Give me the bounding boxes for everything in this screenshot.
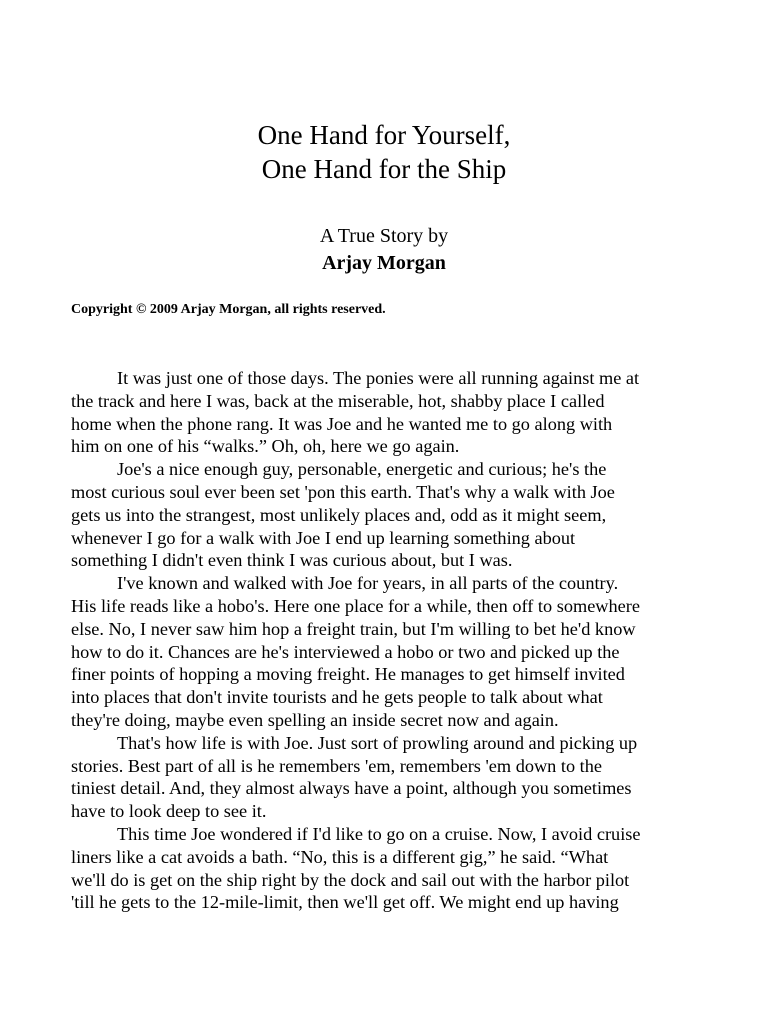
paragraph-line: have to look deep to see it. xyxy=(71,801,267,822)
paragraph-1 xyxy=(71,367,701,458)
paragraph-line: whenever I go for a walk with Joe I end up learning something about xyxy=(71,527,576,548)
paragraph-3 xyxy=(71,572,701,732)
paragraph-line: most curious soul ever been set 'pon this earth. That's why a walk with Joe xyxy=(71,481,615,502)
paragraph-line: home when the phone rang. It was Joe and he wanted me to go along with xyxy=(71,413,613,434)
document-title xyxy=(0,118,768,186)
title-line-1: One Hand for Yourself, xyxy=(257,120,511,150)
title-line-2: One Hand for the Ship xyxy=(261,154,507,184)
paragraph-line: liners like a cat avoids a bath. “No, this is a different gig,” he said. “What xyxy=(71,846,609,867)
story-body xyxy=(71,367,701,914)
paragraph-line: him on one of his “walks.” Oh, oh, here we go again. xyxy=(71,436,460,457)
paragraph-line: how to do it. Chances are he's interviewed a hobo or two and picked up the xyxy=(71,641,620,662)
paragraph-line: 'till he gets to the 12-mile-limit, then we'll get off. We might end up having xyxy=(71,892,619,913)
paragraph-line: something I didn't even think I was curious about, but I was. xyxy=(71,550,513,571)
byline-intro: A True Story by xyxy=(319,225,449,247)
paragraph-line: It was just one of those days. The ponies were all running against me at xyxy=(117,368,640,388)
copyright-notice: Copyright © 2009 Arjay Morgan, all rights reserved. xyxy=(71,302,386,317)
paragraph-5 xyxy=(71,823,701,914)
paragraph-line: This time Joe wondered if I'd like to go on a cruise. Now, I avoid cruise xyxy=(117,823,641,844)
paragraph-line: finer points of hopping a moving freight. He manages to get himself invited xyxy=(71,664,625,685)
paragraph-line: they're doing, maybe even spelling an inside secret now and again. xyxy=(71,709,559,730)
paragraph-line: Joe's a nice enough guy, personable, energetic and curious; he's the xyxy=(117,459,607,480)
paragraph-line: His life reads like a hobo's. Here one place for a while, then off to somewhere xyxy=(71,595,640,616)
author-name: Arjay Morgan xyxy=(322,252,446,274)
paragraph-line: That's how life is with Joe. Just sort of prowling around and picking up xyxy=(117,732,638,753)
paragraph-line: the track and here I was, back at the miserable, hot, shabby place I called xyxy=(71,390,605,411)
paragraph-line: we'll do is get on the ship right by the dock and sail out with the harbor pilot xyxy=(71,869,630,890)
paragraph-line: into places that don't invite tourists and he gets people to talk about what xyxy=(71,687,603,708)
paragraph-line: stories. Best part of all is he remembers 'em, remembers 'em down to the xyxy=(71,755,603,776)
byline xyxy=(0,223,768,277)
paragraph-line: gets us into the strangest, most unlikely places and, odd as it might seem, xyxy=(71,504,607,525)
paragraph-2 xyxy=(71,458,701,572)
paragraph-line: tiniest detail. And, they almost always have a point, although you sometimes xyxy=(71,778,632,799)
paragraph-line: else. No, I never saw him hop a freight train, but I'm willing to bet he'd know xyxy=(71,618,636,639)
paragraph-line: I've known and walked with Joe for years, in all parts of the country. xyxy=(117,573,619,594)
paragraph-4 xyxy=(71,732,701,823)
